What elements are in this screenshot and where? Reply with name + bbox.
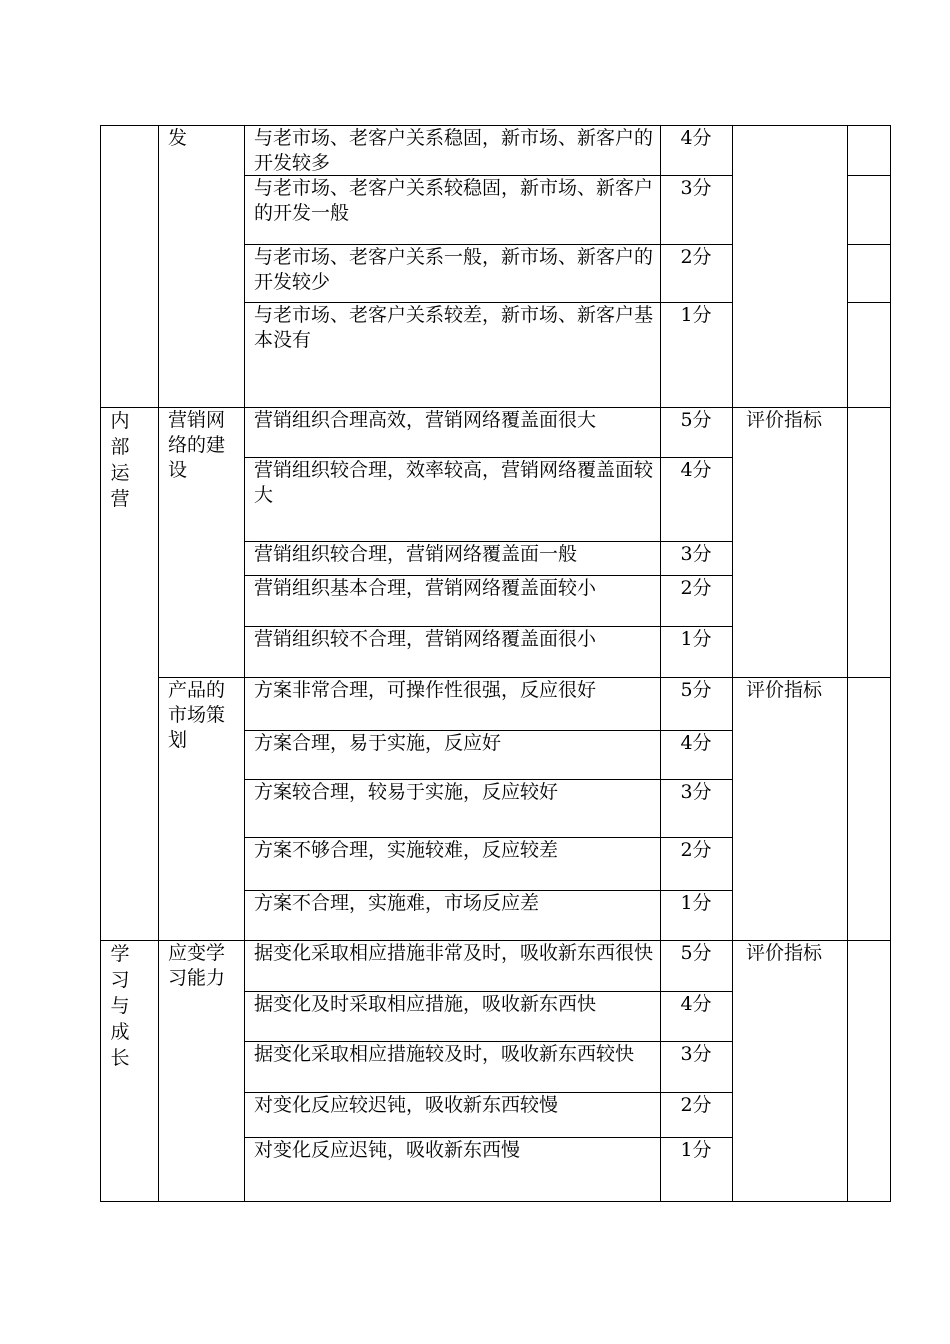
- row-divider: [847, 302, 891, 303]
- criterion-description: 据变化及时采取相应措施，吸收新东西快: [254, 993, 597, 1015]
- criterion-description: 与老市场、老客户关系较稳固，新市场、新客户的开发一般: [254, 177, 654, 224]
- table-border-left: [100, 125, 101, 1202]
- subsection-name: 营销网络的建设: [168, 409, 226, 481]
- criterion-score: 1分: [680, 892, 712, 914]
- table-border-right: [890, 125, 891, 1202]
- criterion-score: 1分: [680, 1139, 712, 1161]
- criterion-score: 5分: [680, 409, 712, 431]
- criterion-score: 2分: [680, 577, 712, 599]
- evaluation-indicator: 评价指标: [746, 942, 823, 964]
- criterion-score: 3分: [680, 781, 712, 803]
- criterion-score: 1分: [680, 628, 712, 650]
- criterion-description: 营销组织基本合理，营销网络覆盖面较小: [254, 577, 597, 599]
- criterion-description: 对变化反应迟钝，吸收新东西慢: [254, 1139, 521, 1161]
- criterion-score: 2分: [680, 1094, 712, 1116]
- criterion-score: 4分: [680, 732, 712, 754]
- evaluation-indicator: 评价指标: [746, 409, 823, 431]
- criterion-description: 营销组织较不合理，营销网络覆盖面很小: [254, 628, 597, 650]
- criterion-description: 方案合理，易于实施，反应好: [254, 732, 502, 754]
- evaluation-indicator: 评价指标: [746, 679, 823, 701]
- column-divider: [847, 125, 848, 1202]
- subsection-name: 应变学习能力: [168, 942, 226, 989]
- criterion-description: 与老市场、老客户关系一般，新市场、新客户的开发较少: [254, 246, 654, 293]
- row-divider: [847, 244, 891, 245]
- table-border-bottom: [100, 1201, 891, 1202]
- criterion-description: 据变化采取相应措施较及时，吸收新东西较快: [254, 1043, 635, 1065]
- column-divider: [158, 125, 159, 1202]
- criterion-score: 5分: [680, 942, 712, 964]
- criterion-description: 方案不够合理，实施较难，反应较差: [254, 839, 559, 861]
- subsection-name: 发: [168, 127, 188, 149]
- criterion-score: 5分: [680, 679, 712, 701]
- criterion-description: 对变化反应较迟钝，吸收新东西较慢: [254, 1094, 559, 1116]
- subsection-name: 产品的市场策划: [168, 679, 226, 751]
- criterion-description: 方案不合理，实施难，市场反应差: [254, 892, 540, 914]
- category-label: 学习与成长: [110, 943, 130, 1069]
- criterion-description: 营销组织较合理，效率较高，营销网络覆盖面较大: [254, 459, 654, 506]
- criterion-description: 方案非常合理，可操作性很强，反应很好: [254, 679, 597, 701]
- criterion-score: 1分: [680, 304, 712, 326]
- criterion-description: 营销组织合理高效，营销网络覆盖面很大: [254, 409, 597, 431]
- criterion-score: 2分: [680, 839, 712, 861]
- criterion-description: 营销组织较合理，营销网络覆盖面一般: [254, 543, 578, 565]
- criterion-description: 与老市场、老客户关系较差，新市场、新客户基本没有: [254, 304, 654, 351]
- criterion-score: 4分: [680, 993, 712, 1015]
- criterion-score: 3分: [680, 543, 712, 565]
- criterion-score: 3分: [680, 1043, 712, 1065]
- criterion-description: 方案较合理，较易于实施，反应较好: [254, 781, 559, 803]
- criterion-description: 与老市场、老客户关系稳固，新市场、新客户的开发较多: [254, 127, 654, 174]
- criterion-score: 2分: [680, 246, 712, 268]
- criterion-score: 3分: [680, 177, 712, 199]
- criterion-score: 4分: [680, 127, 712, 149]
- category-label: 内部运营: [110, 410, 130, 510]
- criterion-score: 4分: [680, 459, 712, 481]
- criterion-description: 据变化采取相应措施非常及时，吸收新东西很快: [254, 942, 654, 964]
- row-divider: [847, 175, 891, 176]
